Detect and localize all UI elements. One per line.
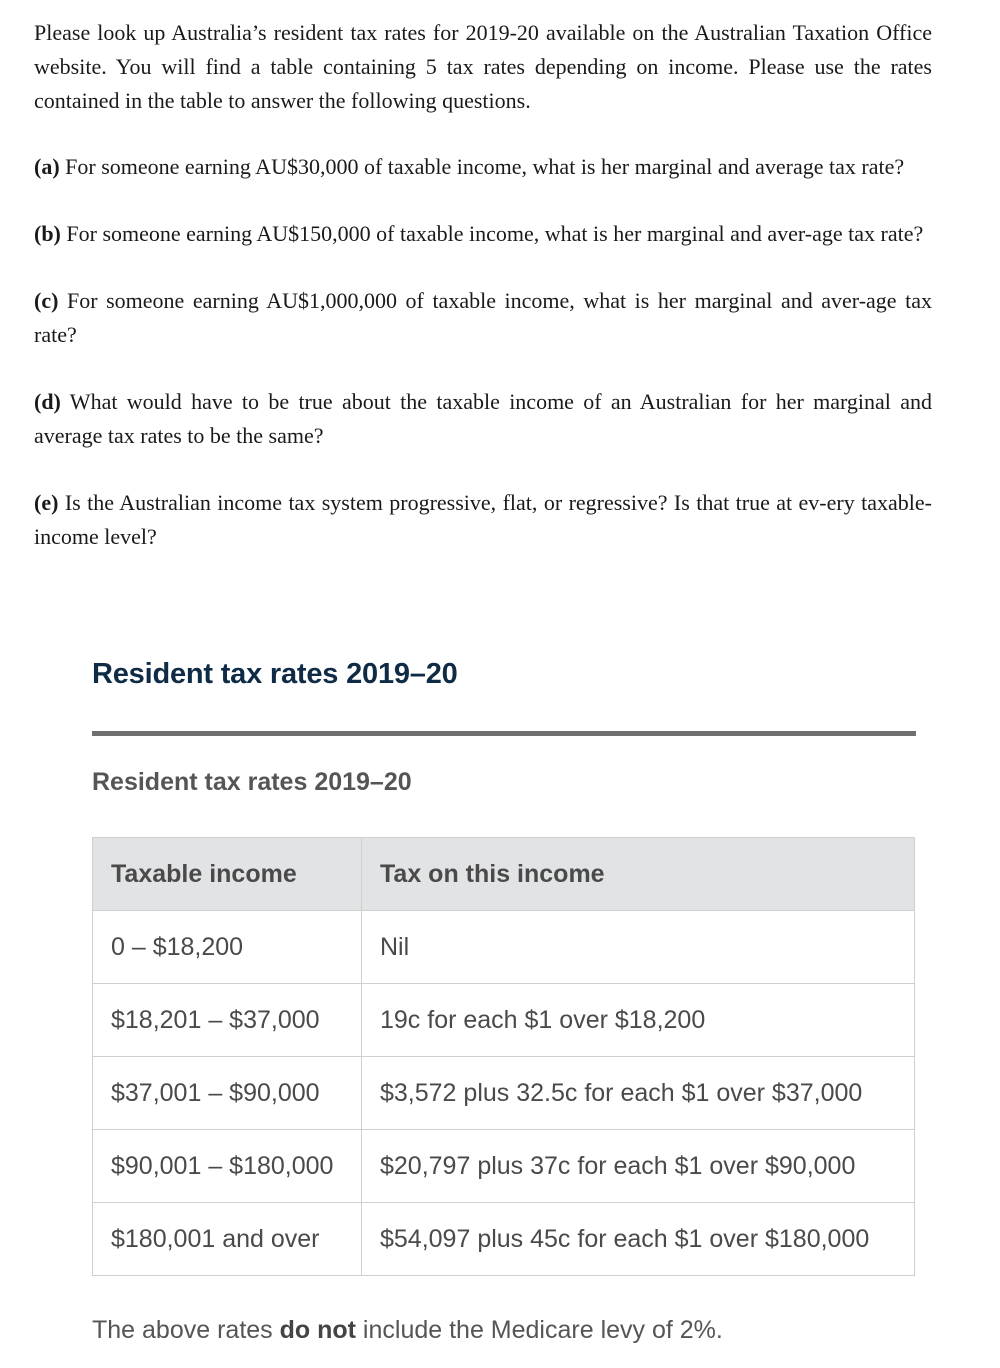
tax-rates-section	[92, 652, 916, 1276]
question-c	[34, 284, 932, 352]
footnote-text-start: The above rates	[92, 1316, 280, 1344]
question-label: (a)	[34, 154, 60, 179]
taxable-income-cell: $90,001 – $180,000	[93, 1130, 362, 1203]
tax-on-income-cell: 19c for each $1 over $18,200	[362, 984, 915, 1057]
question-text: For someone earning AU$150,000 of taxable income, what is her marginal and aver-age tax rate?	[60, 221, 924, 246]
table-row	[93, 1203, 915, 1276]
question-document	[34, 16, 932, 587]
footnote-text-end: include the Medicare levy of 2%.	[355, 1316, 723, 1344]
table-row	[93, 1130, 915, 1203]
question-label: (e)	[34, 490, 59, 515]
question-label: (c)	[34, 288, 59, 313]
table-row	[93, 1057, 915, 1130]
footnote-emphasis: do not	[279, 1316, 356, 1344]
tax-on-income-cell: $54,097 plus 45c for each $1 over $180,000	[362, 1203, 915, 1276]
column-header-taxable-income: Taxable income	[93, 838, 362, 911]
taxable-income-cell: $180,001 and over	[93, 1203, 362, 1276]
table-row	[93, 911, 915, 984]
tax-rates-table	[92, 837, 915, 1276]
tax-on-income-cell: $3,572 plus 32.5c for each $1 over $37,000	[362, 1057, 915, 1130]
table-caption: Resident tax rates 2019–20	[92, 768, 412, 796]
taxable-income-cell: $18,201 – $37,000	[93, 984, 362, 1057]
question-text: For someone earning AU$30,000 of taxable income, what is her marginal and average tax rate?	[59, 154, 905, 179]
tax-on-income-cell: $20,797 plus 37c for each $1 over $90,000	[362, 1130, 915, 1203]
question-label: (d)	[34, 389, 61, 414]
intro-paragraph: Please look up Australia’s resident tax rates for 2019-20 available on the Australian Taxation Office website. You will find a table containing 5 tax rates depending on income. Please use the rates contained in the table to answer the following questions.	[34, 20, 932, 113]
tax-on-income-cell: Nil	[362, 911, 915, 984]
question-a	[34, 150, 932, 184]
column-header-tax-on-income: Tax on this income	[362, 838, 915, 911]
section-heading: Resident tax rates 2019–20	[92, 658, 458, 690]
table-row	[93, 984, 915, 1057]
question-d	[34, 385, 932, 453]
question-label: (b)	[34, 221, 61, 246]
question-e	[34, 486, 932, 554]
question-text: What would have to be true about the taxable income of an Australian for her marginal and average tax rates to be the same?	[34, 389, 932, 448]
question-b	[34, 217, 932, 251]
heading-divider	[92, 731, 916, 736]
table-header-row	[93, 838, 915, 911]
medicare-footnote	[92, 1312, 723, 1348]
question-text: Is the Australian income tax system progressive, flat, or regressive? Is that true at ev-ery taxable-income level?	[34, 490, 932, 549]
taxable-income-cell: $37,001 – $90,000	[93, 1057, 362, 1130]
question-text: For someone earning AU$1,000,000 of taxable income, what is her marginal and aver-age tax rate?	[34, 288, 932, 347]
taxable-income-cell: 0 – $18,200	[93, 911, 362, 984]
